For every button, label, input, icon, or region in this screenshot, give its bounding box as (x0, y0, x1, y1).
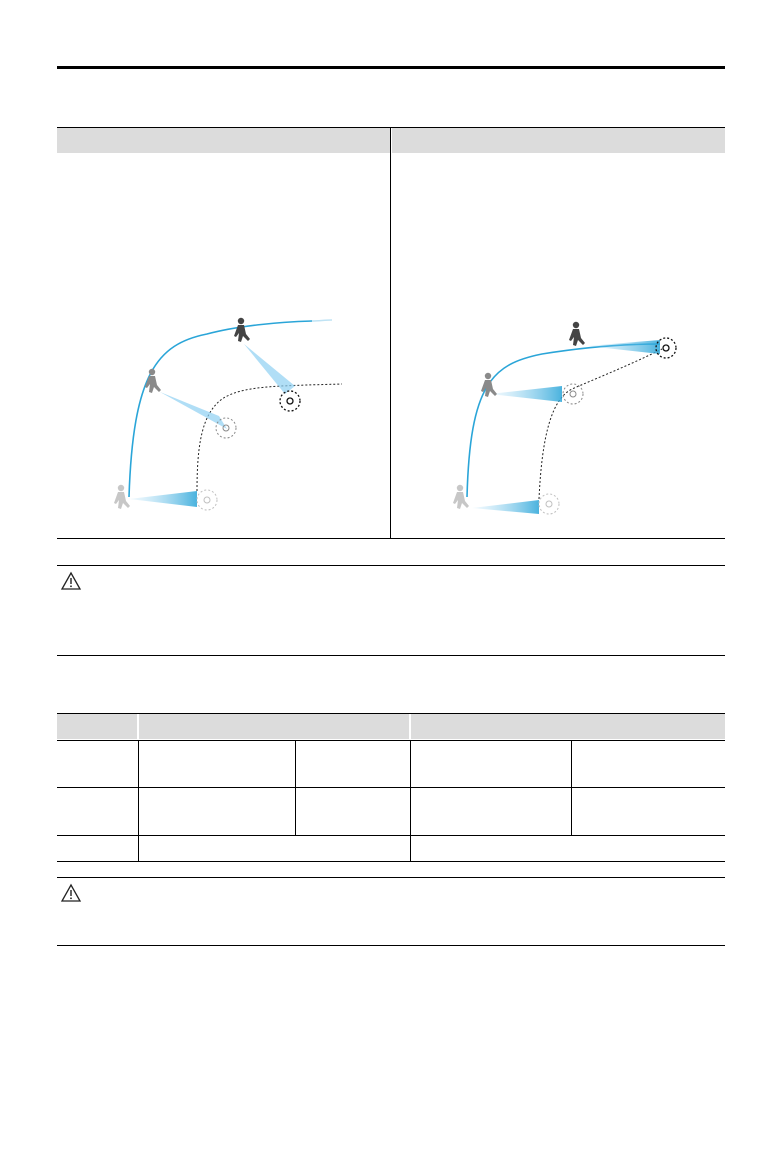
page-top-rule (57, 66, 725, 69)
drone-icon (197, 490, 217, 510)
subject-path-fade (312, 320, 332, 321)
mode-table-header-top-border (57, 127, 725, 128)
spec-table-rule (57, 787, 725, 788)
spec-table (57, 714, 725, 862)
spec-table-rule (571, 740, 572, 835)
walking-person-icon (234, 318, 250, 342)
follow-parallel-diagram (392, 154, 725, 538)
warning-2-top-border (57, 877, 725, 878)
mode-table-header-left (57, 128, 390, 153)
walking-person-icon (145, 369, 161, 393)
spec-table-header-cell (411, 714, 725, 739)
warning-2-bottom-border (57, 945, 725, 946)
spec-table-rule (138, 740, 139, 861)
warning-1-top-border (57, 565, 725, 566)
follow-trace-diagram (57, 154, 390, 538)
spec-table-rule (57, 740, 725, 741)
camera-beam (160, 392, 227, 429)
spec-table-rule (295, 740, 296, 835)
spec-table-rule (410, 740, 411, 861)
spec-table-header-cell (139, 714, 409, 739)
spec-table-rule (57, 861, 725, 862)
subject-path (467, 344, 660, 497)
camera-beam (472, 500, 539, 514)
walking-person-icon (569, 322, 585, 346)
warning-1-bottom-border (57, 655, 725, 656)
camera-beam (490, 386, 562, 402)
camera-beam (129, 491, 197, 507)
camera-beam (587, 340, 660, 354)
mode-table-bottom-border (57, 538, 725, 539)
drone-path (197, 384, 342, 491)
warning-triangle-icon (60, 883, 82, 903)
walking-person-icon (114, 485, 130, 509)
spec-table-header-cell (57, 714, 137, 739)
mode-table-header-right (392, 128, 725, 153)
drone-icon (280, 391, 300, 411)
drone-icon (539, 494, 559, 514)
drone-icon (563, 384, 583, 404)
drone-path (539, 349, 662, 499)
spec-table-rule (57, 713, 725, 714)
spec-table-rule (57, 835, 725, 836)
warning-triangle-icon (60, 571, 82, 591)
mode-table-divider (390, 128, 391, 538)
